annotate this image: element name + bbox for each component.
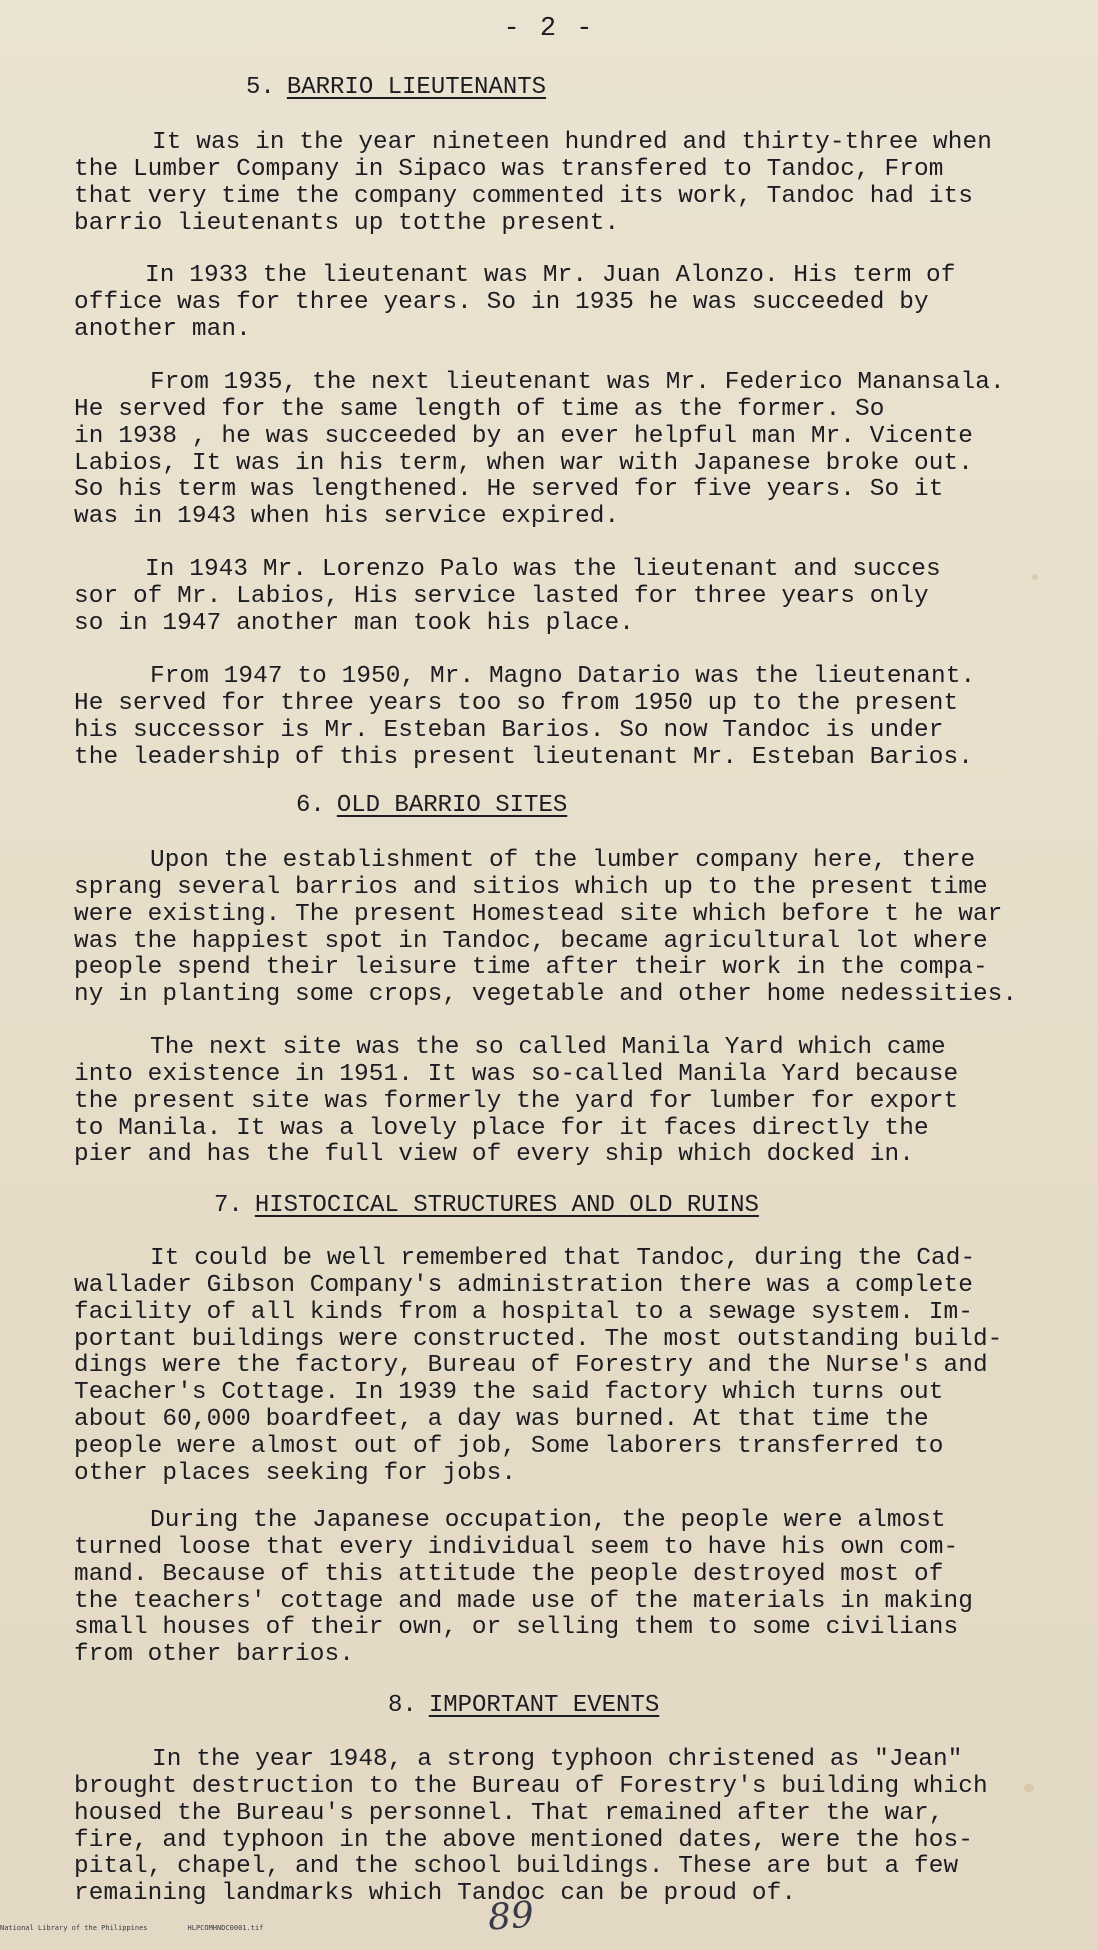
- text-line: the Lumber Company in Sipaco was transfered to Tandoc, From: [74, 156, 944, 183]
- text-line: In 1943 Mr. Lorenzo Palo was the lieutenant and succes: [145, 556, 941, 583]
- paragraph: [152, 130, 992, 157]
- section-heading: [388, 1692, 659, 1720]
- text-line: dings were the factory, Bureau of Forestry and the Nurse's and: [74, 1352, 988, 1380]
- text-line: pital, chapel, and the school buildings. These are but a few: [74, 1853, 959, 1881]
- paragraph: [74, 1273, 1002, 1487]
- text-line: Upon the establishment of the lumber company here, there: [150, 847, 976, 874]
- text-line: the teachers' cottage and made use of the materials in making: [74, 1587, 973, 1615]
- handwritten-page-number: 89: [486, 1894, 536, 1939]
- text-line: turned loose that every individual seem to have his own com-: [74, 1534, 959, 1561]
- paragraph: [150, 1508, 946, 1535]
- section-heading: [246, 74, 546, 102]
- text-line: facility of all kinds from a hospital to a sewage system. Im-: [74, 1298, 973, 1326]
- text-line: fire, and typhoon in the above mentioned dates, were the hos-: [74, 1826, 973, 1854]
- text-line: From 1947 to 1950, Mr. Magno Datario was the lieutenant.: [150, 663, 976, 690]
- text-line: portant buildings were constructed. The most outstanding build-: [74, 1325, 1003, 1353]
- paper-stain: [1024, 1784, 1034, 1792]
- text-line: people spend their leisure time after their work in the compa-: [74, 954, 988, 982]
- text-line: so in 1947 another man took his place.: [74, 609, 634, 637]
- section-title: HISTOCICAL STRUCTURES AND OLD RUINS: [254, 1192, 759, 1219]
- paragraph: [150, 370, 1005, 397]
- text-line: Labios, It was in his term, when war with Japanese broke out.: [74, 449, 973, 477]
- text-line: In the year 1948, a strong typhoon christened as "Jean": [152, 1746, 963, 1773]
- paragraph: [152, 1747, 963, 1774]
- section-number: 6.: [296, 792, 325, 819]
- text-line: During the Japanese occupation, the people were almost: [150, 1507, 946, 1534]
- section-title: BARRIO LIEUTENANTS: [286, 74, 547, 101]
- paragraph: [150, 1035, 946, 1062]
- text-line: Teacher's Cottage. In 1939 the said factory which turns out: [74, 1379, 944, 1407]
- text-line: So his term was lengthened. He served for five years. So it: [74, 476, 944, 504]
- text-line: the present site was formerly the yard for lumber for export: [74, 1087, 959, 1115]
- text-line: office was for three years. So in 1935 he was succeeded by: [74, 289, 929, 316]
- paragraph: [74, 290, 929, 344]
- paragraph: [145, 557, 941, 584]
- footer-file: HLPCOMHNDC0001.tif: [187, 1924, 264, 1932]
- paragraph: [74, 1535, 973, 1669]
- paragraph: [145, 263, 956, 290]
- text-line: into existence in 1951. It was so-called Manila Yard because: [74, 1061, 959, 1088]
- paragraph: [74, 691, 973, 771]
- text-line: ny in planting some crops, vegetable and other home nedessities.: [74, 981, 1018, 1009]
- text-line: small houses of their own, or selling them to some civilians: [74, 1614, 959, 1642]
- section-title: OLD BARRIO SITES: [336, 792, 568, 819]
- text-line: another man.: [74, 315, 251, 343]
- text-line: From 1935, the next lieutenant was Mr. Federico Manansala.: [150, 369, 1005, 396]
- section-number: 8.: [388, 1692, 417, 1719]
- page-number: - 2 -: [503, 14, 595, 44]
- text-line: people were almost out of job, Some laborers transferred to: [74, 1432, 944, 1460]
- paragraph: [74, 1774, 988, 1908]
- paragraph: [74, 584, 929, 638]
- text-line: In 1933 the lieutenant was Mr. Juan Alonzo. His term of: [145, 262, 956, 289]
- section-heading: [296, 792, 567, 820]
- text-line: about 60,000 boardfeet, a day was burned. At that time the: [74, 1405, 929, 1433]
- section-number: 5.: [246, 74, 275, 101]
- paragraph: [74, 875, 1017, 1009]
- text-line: was the happiest spot in Tandoc, became agricultural lot where: [74, 927, 988, 955]
- section-heading: [214, 1192, 759, 1220]
- text-line: wallader Gibson Company's administration there was a complete: [74, 1272, 973, 1299]
- paragraph: [74, 1062, 958, 1169]
- text-line: sprang several barrios and sitios which up to the present time: [74, 874, 988, 901]
- text-line: brought destruction to the Bureau of Forestry's building which: [74, 1773, 988, 1800]
- footer-library: National Library of the Philippines: [0, 1924, 148, 1932]
- text-line: was in 1943 when his service expired.: [74, 503, 620, 531]
- text-line: remaining landmarks which Tandoc can be proud of.: [74, 1880, 797, 1908]
- text-line: the leadership of this present lieutenant Mr. Esteban Barios.: [74, 743, 973, 771]
- text-line: that very time the company commented its work, Tandoc had its: [74, 182, 973, 210]
- paragraph: [150, 848, 975, 875]
- text-line: housed the Bureau's personnel. That remained after the war,: [74, 1799, 944, 1827]
- paper-stain: [1032, 574, 1038, 580]
- text-line: pier and has the full view of every ship which docked in.: [74, 1141, 914, 1169]
- section-number: 7.: [214, 1192, 243, 1219]
- text-line: from other barrios.: [74, 1641, 354, 1669]
- text-line: were existing. The present Homestead site which before t he war: [74, 900, 1003, 928]
- text-line: his successor is Mr. Esteban Barios. So now Tandoc is under: [74, 716, 944, 744]
- scan-footer: [0, 1924, 303, 1932]
- text-line: The next site was the so called Manila Yard which came: [150, 1034, 946, 1061]
- text-line: to Manila. It was a lovely place for it faces directly the: [74, 1114, 929, 1142]
- paragraph: [150, 664, 975, 691]
- text-line: other places seeking for jobs.: [74, 1459, 517, 1487]
- text-line: barrio lieutenants up totthe present.: [74, 209, 620, 237]
- text-line: mand. Because of this attitude the people destroyed most of: [74, 1560, 944, 1588]
- text-line: It was in the year nineteen hundred and thirty-three when: [152, 129, 992, 156]
- section-title: IMPORTANT EVENTS: [428, 1692, 660, 1719]
- text-line: It could be well remembered that Tandoc, during the Cad-: [150, 1245, 976, 1272]
- paragraph: [74, 397, 973, 531]
- paragraph: [74, 157, 973, 237]
- text-line: He served for the same length of time as the former. So: [74, 396, 885, 423]
- text-line: in 1938 , he was succeeded by an ever helpful man Mr. Vicente: [74, 422, 973, 450]
- text-line: sor of Mr. Labios, His service lasted for three years only: [74, 583, 929, 610]
- paragraph: [150, 1246, 975, 1273]
- text-line: He served for three years too so from 1950 up to the present: [74, 690, 959, 717]
